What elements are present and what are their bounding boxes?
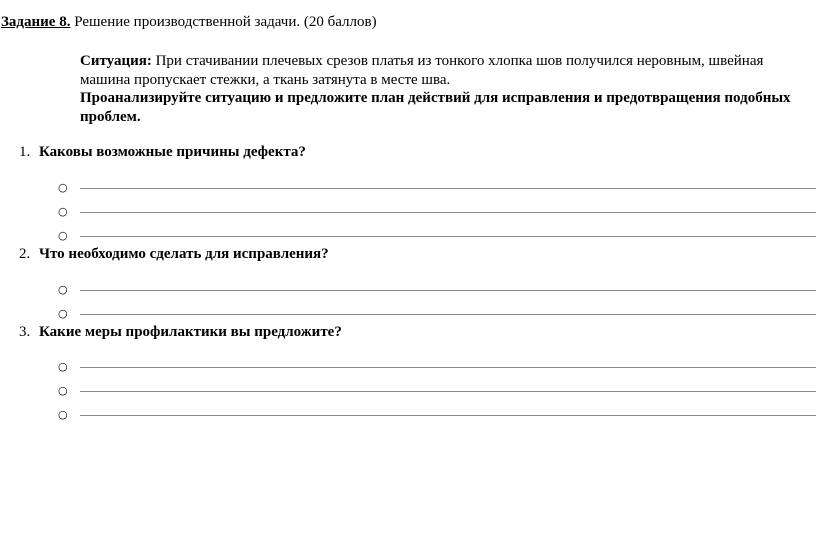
task-heading: [1, 14, 377, 31]
bullet-circle-icon: ○: [58, 408, 68, 421]
answer-underline: [80, 391, 816, 392]
question-2: [19, 245, 329, 264]
bullet-circle-icon: ○: [58, 360, 68, 373]
answer-line-2-2[interactable]: [58, 308, 816, 324]
question-text: Что необходимо сделать для исправления?: [39, 246, 329, 262]
situation-label: Ситуация:: [80, 53, 152, 69]
bullet-circle-icon: ○: [58, 205, 68, 218]
task-title: Решение производственной задачи. (20 баллов): [70, 14, 377, 30]
bullet-circle-icon: ○: [58, 181, 68, 194]
answer-underline: [80, 314, 816, 315]
answer-line-1-2[interactable]: [58, 206, 816, 222]
answer-line-2-1[interactable]: [58, 284, 816, 300]
answer-underline: [80, 188, 816, 189]
answer-line-3-2[interactable]: [58, 385, 816, 401]
bullet-circle-icon: ○: [58, 229, 68, 242]
situation-paragraph: [80, 52, 804, 90]
answer-underline: [80, 367, 816, 368]
question-number: 3.: [19, 324, 31, 340]
bullet-circle-icon: ○: [58, 307, 68, 320]
answer-underline: [80, 236, 816, 237]
task-label: Задание 8.: [1, 14, 71, 30]
answer-line-3-1[interactable]: [58, 361, 816, 377]
bullet-circle-icon: ○: [58, 384, 68, 397]
question-text: Каковы возможные причины дефекта?: [39, 144, 306, 160]
question-text: Какие меры профилактики вы предложите?: [39, 324, 342, 340]
question-number: 1.: [19, 144, 31, 160]
situation-text: При стачивании плечевых срезов платья из тонкого хлопка шов получился неровным, швейная машина пропускает стежки, а ткань затянута в месте шва.: [80, 53, 764, 88]
question-number: 2.: [19, 246, 31, 262]
answer-line-1-3[interactable]: [58, 230, 816, 246]
answer-underline: [80, 290, 816, 291]
bullet-circle-icon: ○: [58, 283, 68, 296]
question-1: [19, 143, 306, 162]
answer-line-3-3[interactable]: [58, 409, 816, 425]
question-3: [19, 323, 342, 342]
instruction-text: Проанализируйте ситуацию и предложите план действий для исправления и предотвращения подобных проблем.: [80, 90, 791, 125]
answer-line-1-1[interactable]: [58, 182, 816, 198]
answer-underline: [80, 415, 816, 416]
answer-underline: [80, 212, 816, 213]
